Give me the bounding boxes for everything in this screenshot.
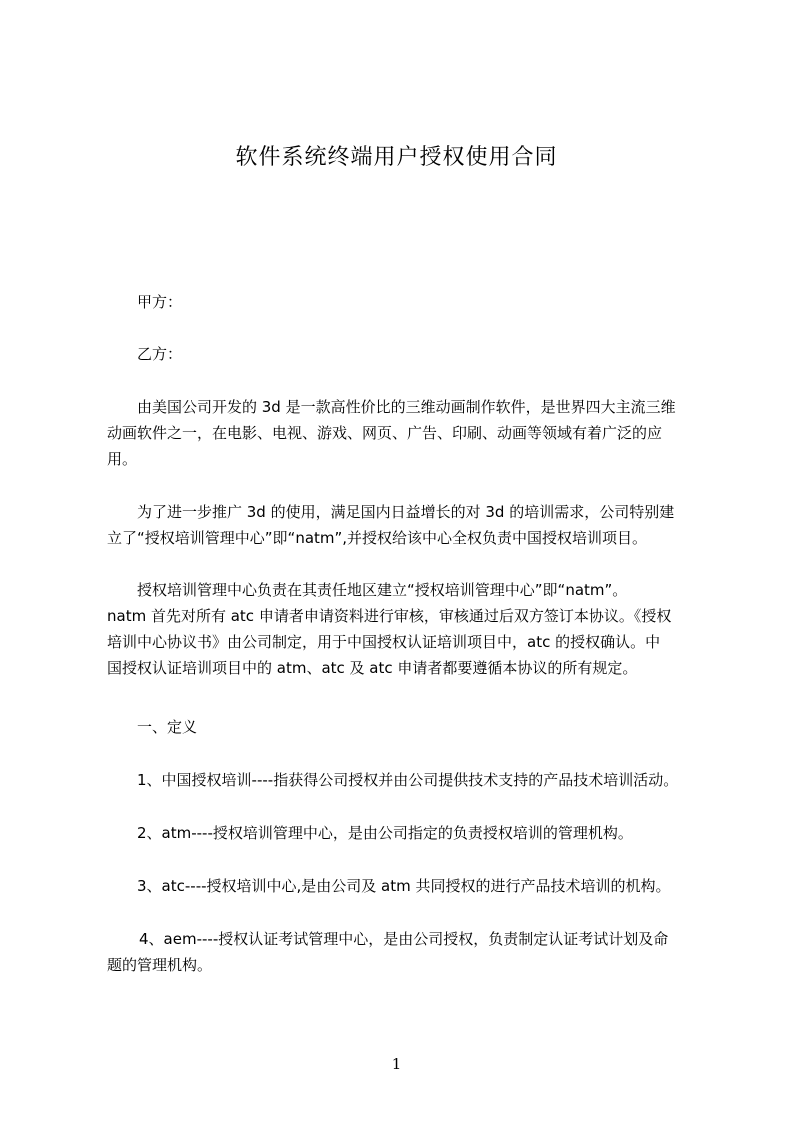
purpose-line-2: 立了“授权培训管理中心”即“natm”,并授权给该中心全权负责中国授权培训项目。 [107, 529, 648, 547]
definition-item-3: 3、atc----授权培训中心,是由公司及 atm 共同授权的进行产品技术培训的机构。 [137, 877, 671, 895]
definition-4-line-2: 题的管理机构。 [107, 956, 213, 974]
definition-item-2: 2、atm----授权培训管理中心，是由公司指定的负责授权培训的管理机构。 [137, 824, 633, 842]
intro-line-1: 由美国公司开发的 3d 是一款高性价比的三维动画制作软件，是世界四大主流三维 [137, 398, 676, 416]
intro-line-3: 用。 [107, 450, 138, 468]
scope-line-3: 培训中心协议书》由公司制定，用于中国授权认证培训项目中，atc 的授权确认。中 [107, 633, 661, 651]
section-heading-definitions: 一、定义 [137, 718, 198, 736]
definition-item-1: 1、中国授权培训----指获得公司授权并由公司提供技术支持的产品技术培训活动。 [137, 771, 679, 789]
intro-line-2: 动画软件之一，在电影、电视、游戏、网页、广告、印刷、动画等领域有着广泛的应 [107, 424, 663, 442]
definition-4-line-1: 4、aem----授权认证考试管理中心，是由公司授权，负责制定认证考试计划及命 [139, 930, 669, 948]
document-title: 软件系统终端用户授权使用合同 [235, 145, 558, 170]
purpose-paragraph [107, 499, 674, 551]
page-number: 1 [391, 1055, 402, 1073]
scope-line-4: 国授权认证培训项目中的 atm、atc 及 atc 申请者都要遵循本协议的所有规定。 [107, 659, 638, 677]
party-b-label: 乙方： [137, 345, 183, 363]
definition-item-4 [107, 926, 668, 978]
purpose-line-1: 为了进一步推广 3d 的使用，满足国内日益增长的对 3d 的培训需求，公司特别建 [137, 503, 675, 521]
scope-line-2: natm 首先对所有 atc 申请者申请资料进行审核，审核通过后双方签订本协议。《授权 [107, 607, 672, 625]
scope-paragraph [107, 577, 671, 681]
intro-paragraph [107, 394, 676, 472]
party-a-label: 甲方： [137, 293, 183, 311]
scope-line-1: 授权培训管理中心负责在其责任地区建立“授权培训管理中心”即“natm”。 [137, 581, 628, 599]
